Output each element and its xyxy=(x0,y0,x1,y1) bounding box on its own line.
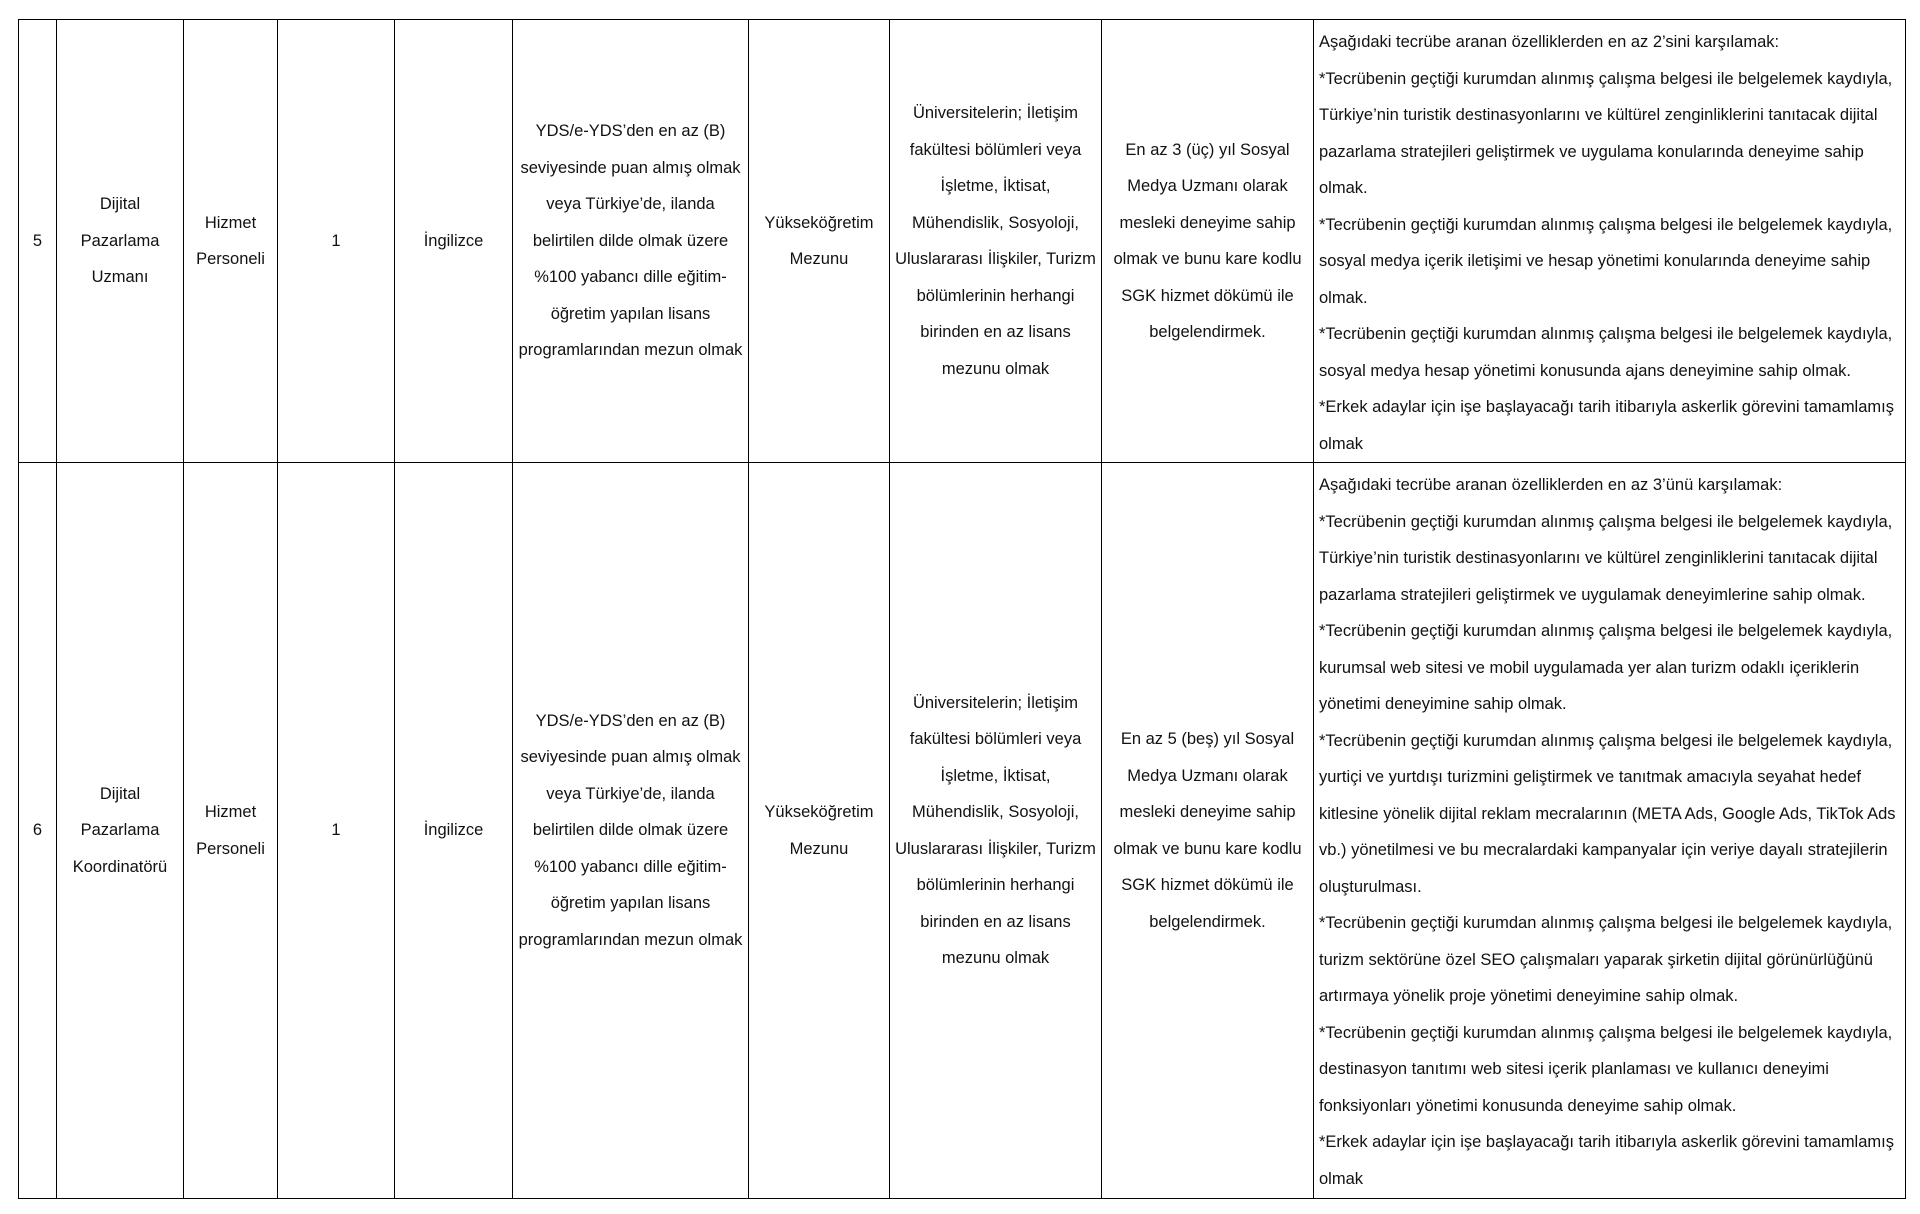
departments: Üniversitelerin; İletişim fakültesi bölümleri veya İşletme, İktisat, Mühendislik, Sosyoloji, Uluslararası İlişkiler, Turizm bölümlerinin herhangi birinden en az lisans mezunu olmak xyxy=(890,20,1102,463)
staff-type: Hizmet Personeli xyxy=(184,463,278,1199)
qualifications xyxy=(1314,20,1906,463)
language: İngilizce xyxy=(395,20,513,463)
qualification-item: *Tecrübenin geçtiği kurumdan alınmış çalışma belgesi ile belgelemek kaydıyla, destinasyon tanıtımı web sitesi içerik planlaması ve kullanıcı deneyimi fonksiyonları yönetimi konusunda deneyime sahip olmak. xyxy=(1319,1023,1893,1115)
departments: Üniversitelerin; İletişim fakültesi bölümleri veya İşletme, İktisat, Mühendislik, Sosyoloji, Uluslararası İlişkiler, Turizm bölümlerinin herhangi birinden en az lisans mezunu olmak xyxy=(890,463,1102,1199)
language: İngilizce xyxy=(395,463,513,1199)
position-title: Dijital Pazarlama Koordinatörü xyxy=(57,463,184,1199)
qualification-item: *Tecrübenin geçtiği kurumdan alınmış çalışma belgesi ile belgelemek kaydıyla, turizm sektörüne özel SEO çalışmaları yaparak şirketin dijital görünürlüğünü artırmaya yönelik proje yönetimi deneyimine sahip olmak. xyxy=(1319,914,1893,1005)
qualification-item: *Tecrübenin geçtiği kurumdan alınmış çalışma belgesi ile belgelemek kaydıyla, Türkiye’nin turistik destinasyonlarını ve kültürel zenginliklerini tanıtacak dijital pazarlama stratejileri geliştirmek ve uygulamak deneyimlerine sahip olmak. xyxy=(1319,512,1893,604)
job-listing-table xyxy=(18,19,1906,1199)
qualification-item: *Tecrübenin geçtiği kurumdan alınmış çalışma belgesi ile belgelemek kaydıyla, sosyal medya hesap yönetimi konusunda ajans deneyimine sahip olmak. xyxy=(1319,325,1893,380)
qualifications xyxy=(1314,463,1906,1199)
table-row xyxy=(19,463,1906,1199)
qualification-item: Aşağıdaki tecrübe aranan özelliklerden en az 2’sini karşılamak: xyxy=(1319,33,1780,51)
position-count: 1 xyxy=(278,20,395,463)
experience-requirement: En az 3 (üç) yıl Sosyal Medya Uzmanı olarak mesleki deneyime sahip olmak ve bunu kare kodlu SGK hizmet dökümü ile belgelendirmek. xyxy=(1102,20,1314,463)
position-count: 1 xyxy=(278,463,395,1199)
qualification-item: *Erkek adaylar için işe başlayacağı tarih itibarıyla askerlik görevini tamamlamış olmak xyxy=(1319,398,1894,453)
qualification-item: *Tecrübenin geçtiği kurumdan alınmış çalışma belgesi ile belgelemek kaydıyla, yurtiçi ve yurtdışı turizmini geliştirmek ve tanıtmak amacıyla seyahat hedef kitlesine yönelik dijital reklam mecralarının (META Ads, Google Ads, TikTok Ads vb.) yönetilmesi ve bu mecralardaki kampanyalar için veriye dayalı stratejilerin oluşturulması. xyxy=(1319,731,1896,896)
qualification-item: *Erkek adaylar için işe başlayacağı tarih itibarıyla askerlik görevini tamamlamış olmak xyxy=(1319,1133,1894,1188)
language-requirement: YDS/e-YDS’den en az (B) seviyesinde puan almış olmak veya Türkiye’de, ilanda belirtilen dilde olmak üzere %100 yabancı dille eğitim-öğretim yapılan lisans programlarından mezun olmak xyxy=(513,463,749,1199)
staff-type: Hizmet Personeli xyxy=(184,20,278,463)
qualification-item: Aşağıdaki tecrübe aranan özelliklerden en az 3’ünü karşılamak: xyxy=(1319,476,1783,494)
qualification-item: *Tecrübenin geçtiği kurumdan alınmış çalışma belgesi ile belgelemek kaydıyla, kurumsal web sitesi ve mobil uygulamada yer alan turizm odaklı içeriklerin yönetimi deneyimine sahip olmak. xyxy=(1319,622,1893,713)
education-level: Yükseköğretim Mezunu xyxy=(749,463,890,1199)
experience-requirement: En az 5 (beş) yıl Sosyal Medya Uzmanı olarak mesleki deneyime sahip olmak ve bunu kare kodlu SGK hizmet dökümü ile belgelendirmek. xyxy=(1102,463,1314,1199)
table-row xyxy=(19,20,1906,463)
row-number: 5 xyxy=(19,20,57,463)
position-title: Dijital Pazarlama Uzmanı xyxy=(57,20,184,463)
qualification-item: *Tecrübenin geçtiği kurumdan alınmış çalışma belgesi ile belgelemek kaydıyla, sosyal medya içerik iletişimi ve hesap yönetimi konularında deneyime sahip olmak. xyxy=(1319,215,1893,307)
row-number: 6 xyxy=(19,463,57,1199)
qualification-item: *Tecrübenin geçtiği kurumdan alınmış çalışma belgesi ile belgelemek kaydıyla, Türkiye’nin turistik destinasyonlarını ve kültürel zenginliklerini tanıtacak dijital pazarlama stratejileri geliştirmek ve uygulama konularında deneyime sahip olmak. xyxy=(1319,69,1893,197)
education-level: Yükseköğretim Mezunu xyxy=(749,20,890,463)
language-requirement: YDS/e-YDS’den en az (B) seviyesinde puan almış olmak veya Türkiye’de, ilanda belirtilen dilde olmak üzere %100 yabancı dille eğitim-öğretim yapılan lisans programlarından mezun olmak xyxy=(513,20,749,463)
